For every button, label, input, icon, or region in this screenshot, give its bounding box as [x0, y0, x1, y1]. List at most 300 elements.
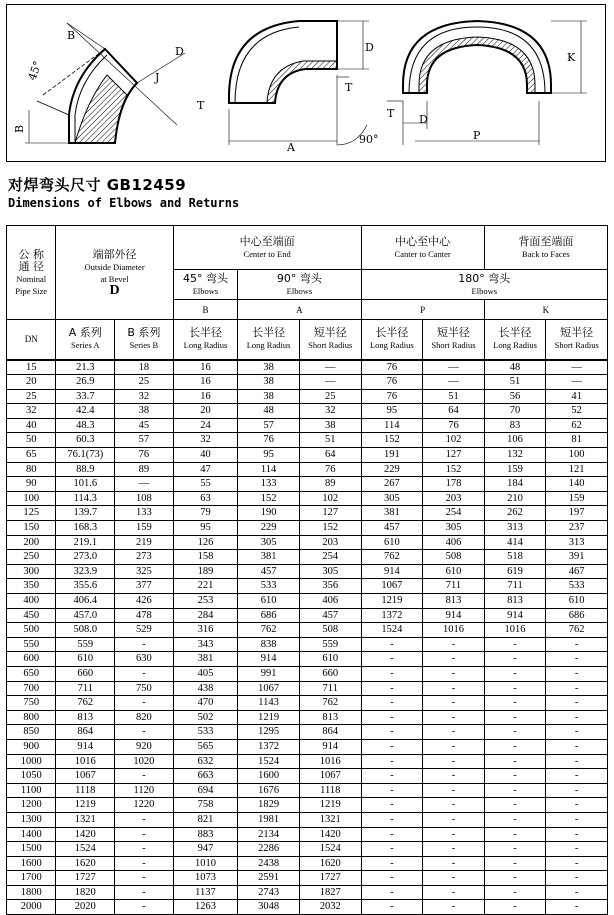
table-row [7, 769, 608, 784]
cell-k-long: - [484, 725, 546, 740]
cell-k-short: 313 [546, 535, 608, 550]
cell-k-short: 121 [546, 462, 608, 477]
cell-a-short: 1524 [299, 842, 361, 857]
table-row [7, 404, 608, 419]
cell-od-series-a: 1016 [56, 754, 115, 769]
cell-a-short: 32 [299, 404, 361, 419]
table-row [7, 856, 608, 871]
cell-dn: 150 [7, 521, 56, 536]
cell-p-short: 203 [423, 491, 485, 506]
table-row [7, 535, 608, 550]
table-row [7, 885, 608, 900]
symbol-a: A [238, 300, 361, 320]
cell-k-long: - [484, 798, 546, 813]
od-header: 端部外径 Outside Diameter at Bevel D [56, 226, 173, 320]
cell-a-short: 610 [299, 652, 361, 667]
cell-a-long: 2286 [238, 842, 300, 857]
cell-a-short: 38 [299, 418, 361, 433]
cell-a-long: 95 [238, 448, 300, 463]
elbow-45-header: 45° 弯头 Elbows [173, 270, 238, 300]
cell-a-long: 914 [238, 652, 300, 667]
series-a-header: A 系列 Series A [56, 320, 115, 360]
cell-b-long: 126 [173, 535, 238, 550]
cell-od-series-b: - [115, 842, 174, 857]
cell-od-series-a: 355.6 [56, 579, 115, 594]
cell-p-long: 1524 [361, 623, 423, 638]
cell-od-series-b: 920 [115, 739, 174, 754]
cell-p-short: 64 [423, 404, 485, 419]
cell-od-series-b: - [115, 812, 174, 827]
cell-dn: 1000 [7, 754, 56, 769]
cell-dn: 100 [7, 491, 56, 506]
cell-od-series-a: 559 [56, 637, 115, 652]
cell-p-long: 191 [361, 448, 423, 463]
cell-a-short: 64 [299, 448, 361, 463]
cell-od-series-a: 660 [56, 666, 115, 681]
cell-p-short: 610 [423, 564, 485, 579]
cell-p-short: - [423, 696, 485, 711]
label-d-45: D [175, 45, 184, 58]
cell-od-series-b: 108 [115, 491, 174, 506]
cell-k-short: - [546, 856, 608, 871]
table-row [7, 462, 608, 477]
cell-od-series-b: 1120 [115, 783, 174, 798]
cell-p-long: - [361, 842, 423, 857]
table-row [7, 725, 608, 740]
cell-a-short: — [299, 360, 361, 375]
cell-dn: 2000 [7, 900, 56, 915]
cell-od-series-a: 406.4 [56, 594, 115, 609]
cell-dn: 700 [7, 681, 56, 696]
cell-od-series-b: - [115, 696, 174, 711]
cell-b-long: 533 [173, 725, 238, 740]
cell-a-short: 660 [299, 666, 361, 681]
cell-a-short: 51 [299, 433, 361, 448]
cell-p-long: 76 [361, 375, 423, 390]
cell-a-short: 559 [299, 637, 361, 652]
cell-k-short: 62 [546, 418, 608, 433]
p-long-radius-header: 长半径 Long Radius [361, 320, 423, 360]
cell-b-long: 632 [173, 754, 238, 769]
cell-p-long: 76 [361, 360, 423, 375]
cell-a-long: 381 [238, 550, 300, 565]
cell-k-long: - [484, 783, 546, 798]
symbol-b: B [173, 300, 238, 320]
cell-p-long: 229 [361, 462, 423, 477]
cell-k-long: 210 [484, 491, 546, 506]
cell-p-long: - [361, 725, 423, 740]
cell-p-short: - [423, 710, 485, 725]
a-long-radius-header: 长半径 Long Radius [238, 320, 300, 360]
cell-dn: 15 [7, 360, 56, 375]
cell-k-short: - [546, 900, 608, 915]
cell-p-short: 914 [423, 608, 485, 623]
cell-od-series-b: 45 [115, 418, 174, 433]
cell-k-long: - [484, 812, 546, 827]
cell-p-short: - [423, 681, 485, 696]
cell-a-long: 38 [238, 375, 300, 390]
return-180-header: 180° 弯头 Elbows [361, 270, 607, 300]
cell-k-short: 100 [546, 448, 608, 463]
cell-a-long: 57 [238, 418, 300, 433]
cell-p-short: 813 [423, 594, 485, 609]
cell-k-short: 52 [546, 404, 608, 419]
cell-p-short: - [423, 725, 485, 740]
cell-dn: 40 [7, 418, 56, 433]
label-a: A [287, 141, 295, 154]
cell-dn: 750 [7, 696, 56, 711]
cell-k-short: — [546, 360, 608, 375]
cell-b-long: 189 [173, 564, 238, 579]
cell-k-long: 159 [484, 462, 546, 477]
table-row [7, 448, 608, 463]
cell-b-long: 470 [173, 696, 238, 711]
table-row [7, 608, 608, 623]
label-t-45: T [197, 99, 205, 112]
cell-a-short: 762 [299, 696, 361, 711]
cell-p-short: 711 [423, 579, 485, 594]
cell-a-long: 991 [238, 666, 300, 681]
cell-p-short: - [423, 871, 485, 886]
cell-k-short: - [546, 783, 608, 798]
cell-k-short: - [546, 725, 608, 740]
cell-od-series-b: 18 [115, 360, 174, 375]
b-long-radius-header: 长半径 Long Radius [173, 320, 238, 360]
cell-a-short: 1827 [299, 885, 361, 900]
cell-od-series-b: 529 [115, 623, 174, 638]
table-row [7, 900, 608, 915]
cell-a-long: 48 [238, 404, 300, 419]
cell-p-short: - [423, 842, 485, 857]
cell-k-short: 81 [546, 433, 608, 448]
cell-dn: 1050 [7, 769, 56, 784]
cell-p-short: - [423, 652, 485, 667]
cell-k-long: - [484, 754, 546, 769]
cell-p-long: - [361, 696, 423, 711]
cell-b-long: 16 [173, 375, 238, 390]
cell-p-short: - [423, 769, 485, 784]
cell-k-long: - [484, 652, 546, 667]
cell-od-series-a: 33.7 [56, 389, 115, 404]
cell-od-series-a: 1727 [56, 871, 115, 886]
cell-k-long: - [484, 681, 546, 696]
cell-a-long: 1219 [238, 710, 300, 725]
cell-a-short: 1727 [299, 871, 361, 886]
cell-k-long: 813 [484, 594, 546, 609]
cell-a-long: 610 [238, 594, 300, 609]
cell-a-long: 38 [238, 389, 300, 404]
cell-a-short: 711 [299, 681, 361, 696]
cell-k-short: - [546, 637, 608, 652]
cell-dn: 600 [7, 652, 56, 667]
cell-p-short: 51 [423, 389, 485, 404]
cell-k-short: 140 [546, 477, 608, 492]
label-t-180: T [387, 107, 395, 120]
cell-k-long: - [484, 885, 546, 900]
cell-dn: 50 [7, 433, 56, 448]
cell-p-long: - [361, 900, 423, 915]
cell-a-long: 838 [238, 637, 300, 652]
cell-k-short: 197 [546, 506, 608, 521]
center-to-center-header: 中心至中心 Canter to Canter [361, 226, 484, 270]
cell-k-long: 414 [484, 535, 546, 550]
cell-od-series-b: 478 [115, 608, 174, 623]
cell-a-long: 1067 [238, 681, 300, 696]
label-t-90: T [345, 81, 353, 94]
cell-dn: 1400 [7, 827, 56, 842]
cell-dn: 300 [7, 564, 56, 579]
cell-k-long: 56 [484, 389, 546, 404]
cell-p-long: - [361, 637, 423, 652]
cell-k-short: - [546, 666, 608, 681]
cell-p-long: 114 [361, 418, 423, 433]
cell-k-short: 41 [546, 389, 608, 404]
cell-p-long: 381 [361, 506, 423, 521]
elbow-90-header: 90° 弯头 Elbows [238, 270, 361, 300]
k-short-radius-header: 短半径 Short Radius [546, 320, 608, 360]
cell-od-series-b: - [115, 637, 174, 652]
cell-a-long: 686 [238, 608, 300, 623]
cell-od-series-a: 762 [56, 696, 115, 711]
cell-a-short: 1067 [299, 769, 361, 784]
cell-k-long: 184 [484, 477, 546, 492]
cell-k-short: - [546, 812, 608, 827]
cell-a-short: 254 [299, 550, 361, 565]
cell-p-short: 102 [423, 433, 485, 448]
label-b-top: B [67, 29, 76, 42]
cell-k-short: - [546, 696, 608, 711]
cell-k-long: - [484, 710, 546, 725]
cell-od-series-a: 88.9 [56, 462, 115, 477]
cell-dn: 25 [7, 389, 56, 404]
cell-p-short: 305 [423, 521, 485, 536]
cell-p-long: 152 [361, 433, 423, 448]
cell-od-series-a: 168.3 [56, 521, 115, 536]
table-row [7, 827, 608, 842]
cell-p-long: 1067 [361, 579, 423, 594]
cell-p-long: - [361, 710, 423, 725]
table-row [7, 477, 608, 492]
cell-od-series-a: 273.0 [56, 550, 115, 565]
table-row [7, 389, 608, 404]
dn-header: DN [7, 320, 56, 360]
cell-b-long: 758 [173, 798, 238, 813]
cell-p-long: - [361, 798, 423, 813]
cell-b-long: 32 [173, 433, 238, 448]
table-row [7, 418, 608, 433]
cell-p-long: - [361, 769, 423, 784]
cell-k-long: - [484, 739, 546, 754]
cell-a-long: 229 [238, 521, 300, 536]
cell-p-long: - [361, 856, 423, 871]
cell-p-long: 267 [361, 477, 423, 492]
return-180-drawing [387, 21, 587, 145]
table-row [7, 623, 608, 638]
elbow-90-drawing [229, 21, 379, 154]
cell-b-long: 95 [173, 521, 238, 536]
cell-od-series-b: 25 [115, 375, 174, 390]
cell-dn: 550 [7, 637, 56, 652]
cell-p-long: - [361, 681, 423, 696]
cell-a-short: 914 [299, 739, 361, 754]
cell-od-series-b: — [115, 477, 174, 492]
cell-od-series-a: 114.3 [56, 491, 115, 506]
cell-p-short: — [423, 360, 485, 375]
table-row [7, 754, 608, 769]
cell-b-long: 63 [173, 491, 238, 506]
cell-p-short: 508 [423, 550, 485, 565]
cell-od-series-a: 139.7 [56, 506, 115, 521]
cell-k-short: 467 [546, 564, 608, 579]
cell-od-series-b: 377 [115, 579, 174, 594]
cell-p-short: 152 [423, 462, 485, 477]
cell-od-series-b: 1220 [115, 798, 174, 813]
cell-a-short: 305 [299, 564, 361, 579]
cell-p-long: 762 [361, 550, 423, 565]
cell-a-short: 1620 [299, 856, 361, 871]
table-row [7, 564, 608, 579]
table-row [7, 739, 608, 754]
cell-k-long: 132 [484, 448, 546, 463]
cell-b-long: 343 [173, 637, 238, 652]
cell-od-series-b: - [115, 871, 174, 886]
cell-k-long: - [484, 696, 546, 711]
cell-p-short: 1016 [423, 623, 485, 638]
cell-p-short: - [423, 812, 485, 827]
cell-b-long: 502 [173, 710, 238, 725]
cell-k-long: - [484, 637, 546, 652]
cell-a-long: 305 [238, 535, 300, 550]
cell-p-long: 76 [361, 389, 423, 404]
cell-p-long: - [361, 871, 423, 886]
cell-b-long: 663 [173, 769, 238, 784]
nominal-header: 公 称 通 径 Nominal Pipe Size [7, 226, 56, 320]
cell-p-short: 254 [423, 506, 485, 521]
cell-k-long: 914 [484, 608, 546, 623]
cell-a-short: 457 [299, 608, 361, 623]
table-row [7, 783, 608, 798]
cell-a-short: 127 [299, 506, 361, 521]
cell-p-long: - [361, 812, 423, 827]
cell-dn: 350 [7, 579, 56, 594]
table-body [7, 360, 608, 915]
cell-k-long: - [484, 769, 546, 784]
cell-dn: 250 [7, 550, 56, 565]
cell-k-short: 610 [546, 594, 608, 609]
cell-p-short: - [423, 754, 485, 769]
cell-dn: 1500 [7, 842, 56, 857]
cell-dn: 400 [7, 594, 56, 609]
cell-p-long: - [361, 666, 423, 681]
cell-dn: 850 [7, 725, 56, 740]
cell-k-short: - [546, 652, 608, 667]
cell-k-long: - [484, 900, 546, 915]
label-d-90: D [365, 41, 374, 54]
cell-od-series-a: 1620 [56, 856, 115, 871]
back-to-faces-header: 背面至端面 Back to Faces [484, 226, 607, 270]
cell-od-series-b: 89 [115, 462, 174, 477]
cell-p-short: - [423, 798, 485, 813]
a-short-radius-header: 短半径 Short Radius [299, 320, 361, 360]
cell-od-series-b: 750 [115, 681, 174, 696]
cell-p-short: - [423, 827, 485, 842]
cell-b-long: 253 [173, 594, 238, 609]
cell-od-series-b: - [115, 856, 174, 871]
cell-b-long: 1010 [173, 856, 238, 871]
cell-k-short: 391 [546, 550, 608, 565]
cell-a-long: 457 [238, 564, 300, 579]
cell-a-long: 1524 [238, 754, 300, 769]
cell-od-series-b: 820 [115, 710, 174, 725]
cell-k-short: 237 [546, 521, 608, 536]
cell-od-series-a: 1420 [56, 827, 115, 842]
cell-od-series-a: 219.1 [56, 535, 115, 550]
cell-p-short: - [423, 637, 485, 652]
cell-k-long: 51 [484, 375, 546, 390]
cell-k-long: - [484, 827, 546, 842]
cell-b-long: 883 [173, 827, 238, 842]
cell-od-series-a: 508.0 [56, 623, 115, 638]
cell-k-long: 1016 [484, 623, 546, 638]
cell-p-long: - [361, 783, 423, 798]
cell-a-long: 1829 [238, 798, 300, 813]
cell-p-short: - [423, 856, 485, 871]
cell-b-long: 158 [173, 550, 238, 565]
cell-p-short: 406 [423, 535, 485, 550]
cell-b-long: 565 [173, 739, 238, 754]
cell-a-long: 1143 [238, 696, 300, 711]
cell-a-short: 1219 [299, 798, 361, 813]
cell-od-series-b: 38 [115, 404, 174, 419]
cell-od-series-b: - [115, 827, 174, 842]
cell-dn: 1600 [7, 856, 56, 871]
elbow-45-drawing [13, 23, 205, 143]
page-title-en: Dimensions of Elbows and Returns [8, 196, 240, 210]
cell-p-short: - [423, 885, 485, 900]
cell-dn: 125 [7, 506, 56, 521]
cell-dn: 20 [7, 375, 56, 390]
label-k: K [567, 51, 576, 64]
cell-p-long: 305 [361, 491, 423, 506]
cell-a-short: — [299, 375, 361, 390]
cell-a-short: 813 [299, 710, 361, 725]
cell-k-long: 83 [484, 418, 546, 433]
cell-p-short: 76 [423, 418, 485, 433]
cell-p-short: - [423, 783, 485, 798]
cell-a-short: 864 [299, 725, 361, 740]
cell-p-long: - [361, 652, 423, 667]
cell-od-series-a: 914 [56, 739, 115, 754]
label-d-180: D [419, 113, 428, 126]
cell-a-long: 1600 [238, 769, 300, 784]
cell-b-long: 55 [173, 477, 238, 492]
cell-k-long: 313 [484, 521, 546, 536]
cell-k-long: 518 [484, 550, 546, 565]
cell-a-short: 203 [299, 535, 361, 550]
table-row [7, 666, 608, 681]
cell-b-long: 221 [173, 579, 238, 594]
cell-dn: 650 [7, 666, 56, 681]
cell-dn: 1200 [7, 798, 56, 813]
series-b-header: B 系列 Series B [115, 320, 174, 360]
cell-k-long: - [484, 666, 546, 681]
cell-b-long: 24 [173, 418, 238, 433]
cell-b-long: 405 [173, 666, 238, 681]
label-p: P [473, 129, 481, 142]
cell-b-long: 16 [173, 389, 238, 404]
cell-k-short: 533 [546, 579, 608, 594]
table-row [7, 681, 608, 696]
